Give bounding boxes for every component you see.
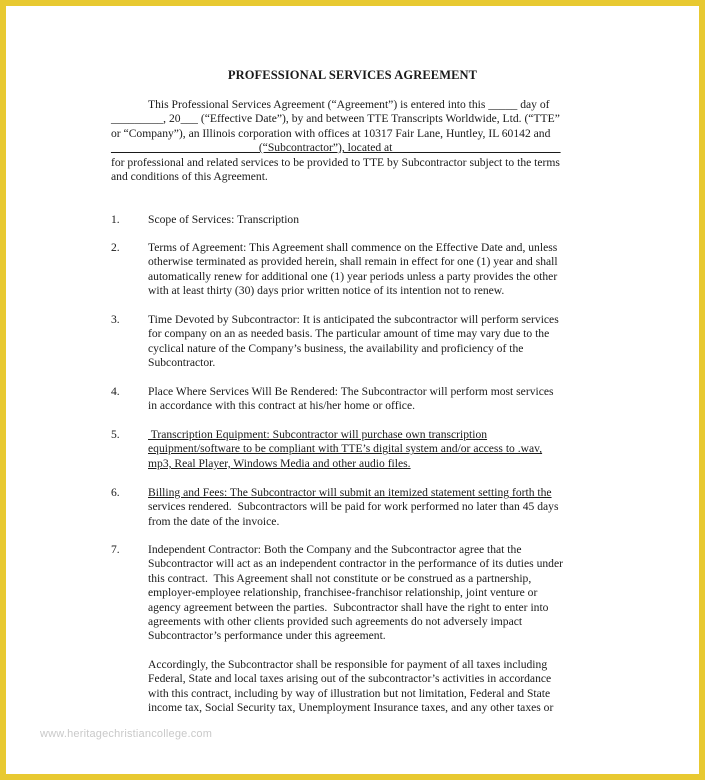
section-number: 2. (111, 241, 120, 254)
section-line: employer-employee relationship, franchisee-franchisor relationship, joint venture or (148, 586, 538, 600)
section-line: Subcontractor. (148, 356, 216, 370)
section-body (148, 313, 598, 371)
section-line: mp3, Real Player, Windows Media and other audio files. (148, 456, 411, 470)
section-number: 4. (111, 385, 120, 398)
intro-line: _________________________ (“Subcontractor”), located at_____________________________ (111, 141, 561, 155)
document-title: PROFESSIONAL SERVICES AGREEMENT (227, 68, 478, 82)
intro-line: This Professional Services Agreement (“Agreement”) is entered into this _____ day of (148, 98, 550, 111)
section-line: income tax, Social Security tax, Unemployment Insurance taxes, and any other taxes or (148, 701, 554, 715)
intro-paragraph (111, 98, 601, 184)
section-number: 5. (111, 428, 120, 441)
intro-line: _________, 20___ (“Effective Date”), by and between TTE Transcripts Worldwide, Ltd. (“TTE” (111, 112, 560, 126)
section-body (148, 428, 598, 471)
section-line: this contract. This Agreement shall not constitute or be construed as a partnership, (148, 571, 532, 585)
section-line: for company on an as needed basis. The particular amount of time may vary due to the (148, 327, 550, 341)
intro-line: or “Company”), an Illinois corporation with offices at 10317 Fair Lane, Huntley, IL 60142 and (111, 126, 551, 140)
section-body (148, 385, 598, 414)
section-body (148, 213, 598, 227)
section-number: 1. (111, 213, 120, 226)
section-line: agency agreement between the parties. Subcontractor shall have the right to enter into (148, 600, 549, 614)
section-line: equipment/software to be compliant with TTE’s digital system and/or access to .wav, (148, 442, 543, 456)
section-line: Subcontractor will act as an independent contractor in the performance of its duties under (148, 557, 563, 571)
section-line: Subcontractor’s performance under this agreement. (148, 629, 386, 643)
section-line: Place Where Services Will Be Rendered: The Subcontractor will perform most services (148, 385, 554, 398)
section-number: 6. (111, 486, 120, 499)
section-body (148, 241, 598, 299)
section-line: Terms of Agreement: This Agreement shall commence on the Effective Date and, unless (148, 241, 558, 254)
intro-line: and conditions of this Agreement. (111, 170, 268, 184)
section-line: otherwise terminated as provided herein, shall remain in effect for one (1) year and shall (148, 255, 558, 269)
section-body (148, 486, 598, 529)
section-body (148, 658, 598, 716)
section-line: Time Devoted by Subcontractor: It is anticipated the subcontractor will perform services (148, 313, 559, 326)
section-body (148, 543, 598, 644)
document-page (6, 6, 699, 774)
section-number: 3. (111, 313, 120, 326)
section-line: Federal, State and local taxes arising out of the subcontractor’s activities in accordance (148, 672, 552, 686)
section-line: in accordance with this contract at his/her home or office. (148, 399, 415, 413)
section-line: Scope of Services: Transcription (148, 213, 300, 226)
section-line: Independent Contractor: Both the Company and the Subcontractor agree that the (148, 543, 522, 556)
section-line: cyclical nature of the Company’s business, the availability and proficiency of the (148, 341, 524, 355)
section-line: Transcription Equipment: Subcontractor will purchase own transcription (148, 428, 488, 441)
section-line: agreements with other clients provided such agreements do not adversely impact (148, 615, 523, 629)
section-line: services rendered. Subcontractors will be paid for work performed no later than 45 days (148, 500, 559, 514)
section-number: 7. (111, 543, 120, 556)
section-line: automatically renew for additional one (1) year periods unless a party provides the other (148, 269, 558, 283)
intro-line: for professional and related services to be provided to TTE by Subcontractor subject to the terms (111, 155, 560, 169)
section-line: Accordingly, the Subcontractor shall be responsible for payment of all taxes including (148, 658, 548, 671)
section-line: with at least thirty (30) days prior written notice of its intention not to renew. (148, 284, 505, 298)
section-line: Billing and Fees: The Subcontractor will submit an itemized statement setting forth the (148, 486, 552, 499)
section-line: from the date of the invoice. (148, 514, 280, 528)
watermark: www.heritagechristiancollege.com (40, 728, 213, 740)
section-line: with this contract, including by way of illustration but not limitation, Federal and State (148, 686, 551, 700)
